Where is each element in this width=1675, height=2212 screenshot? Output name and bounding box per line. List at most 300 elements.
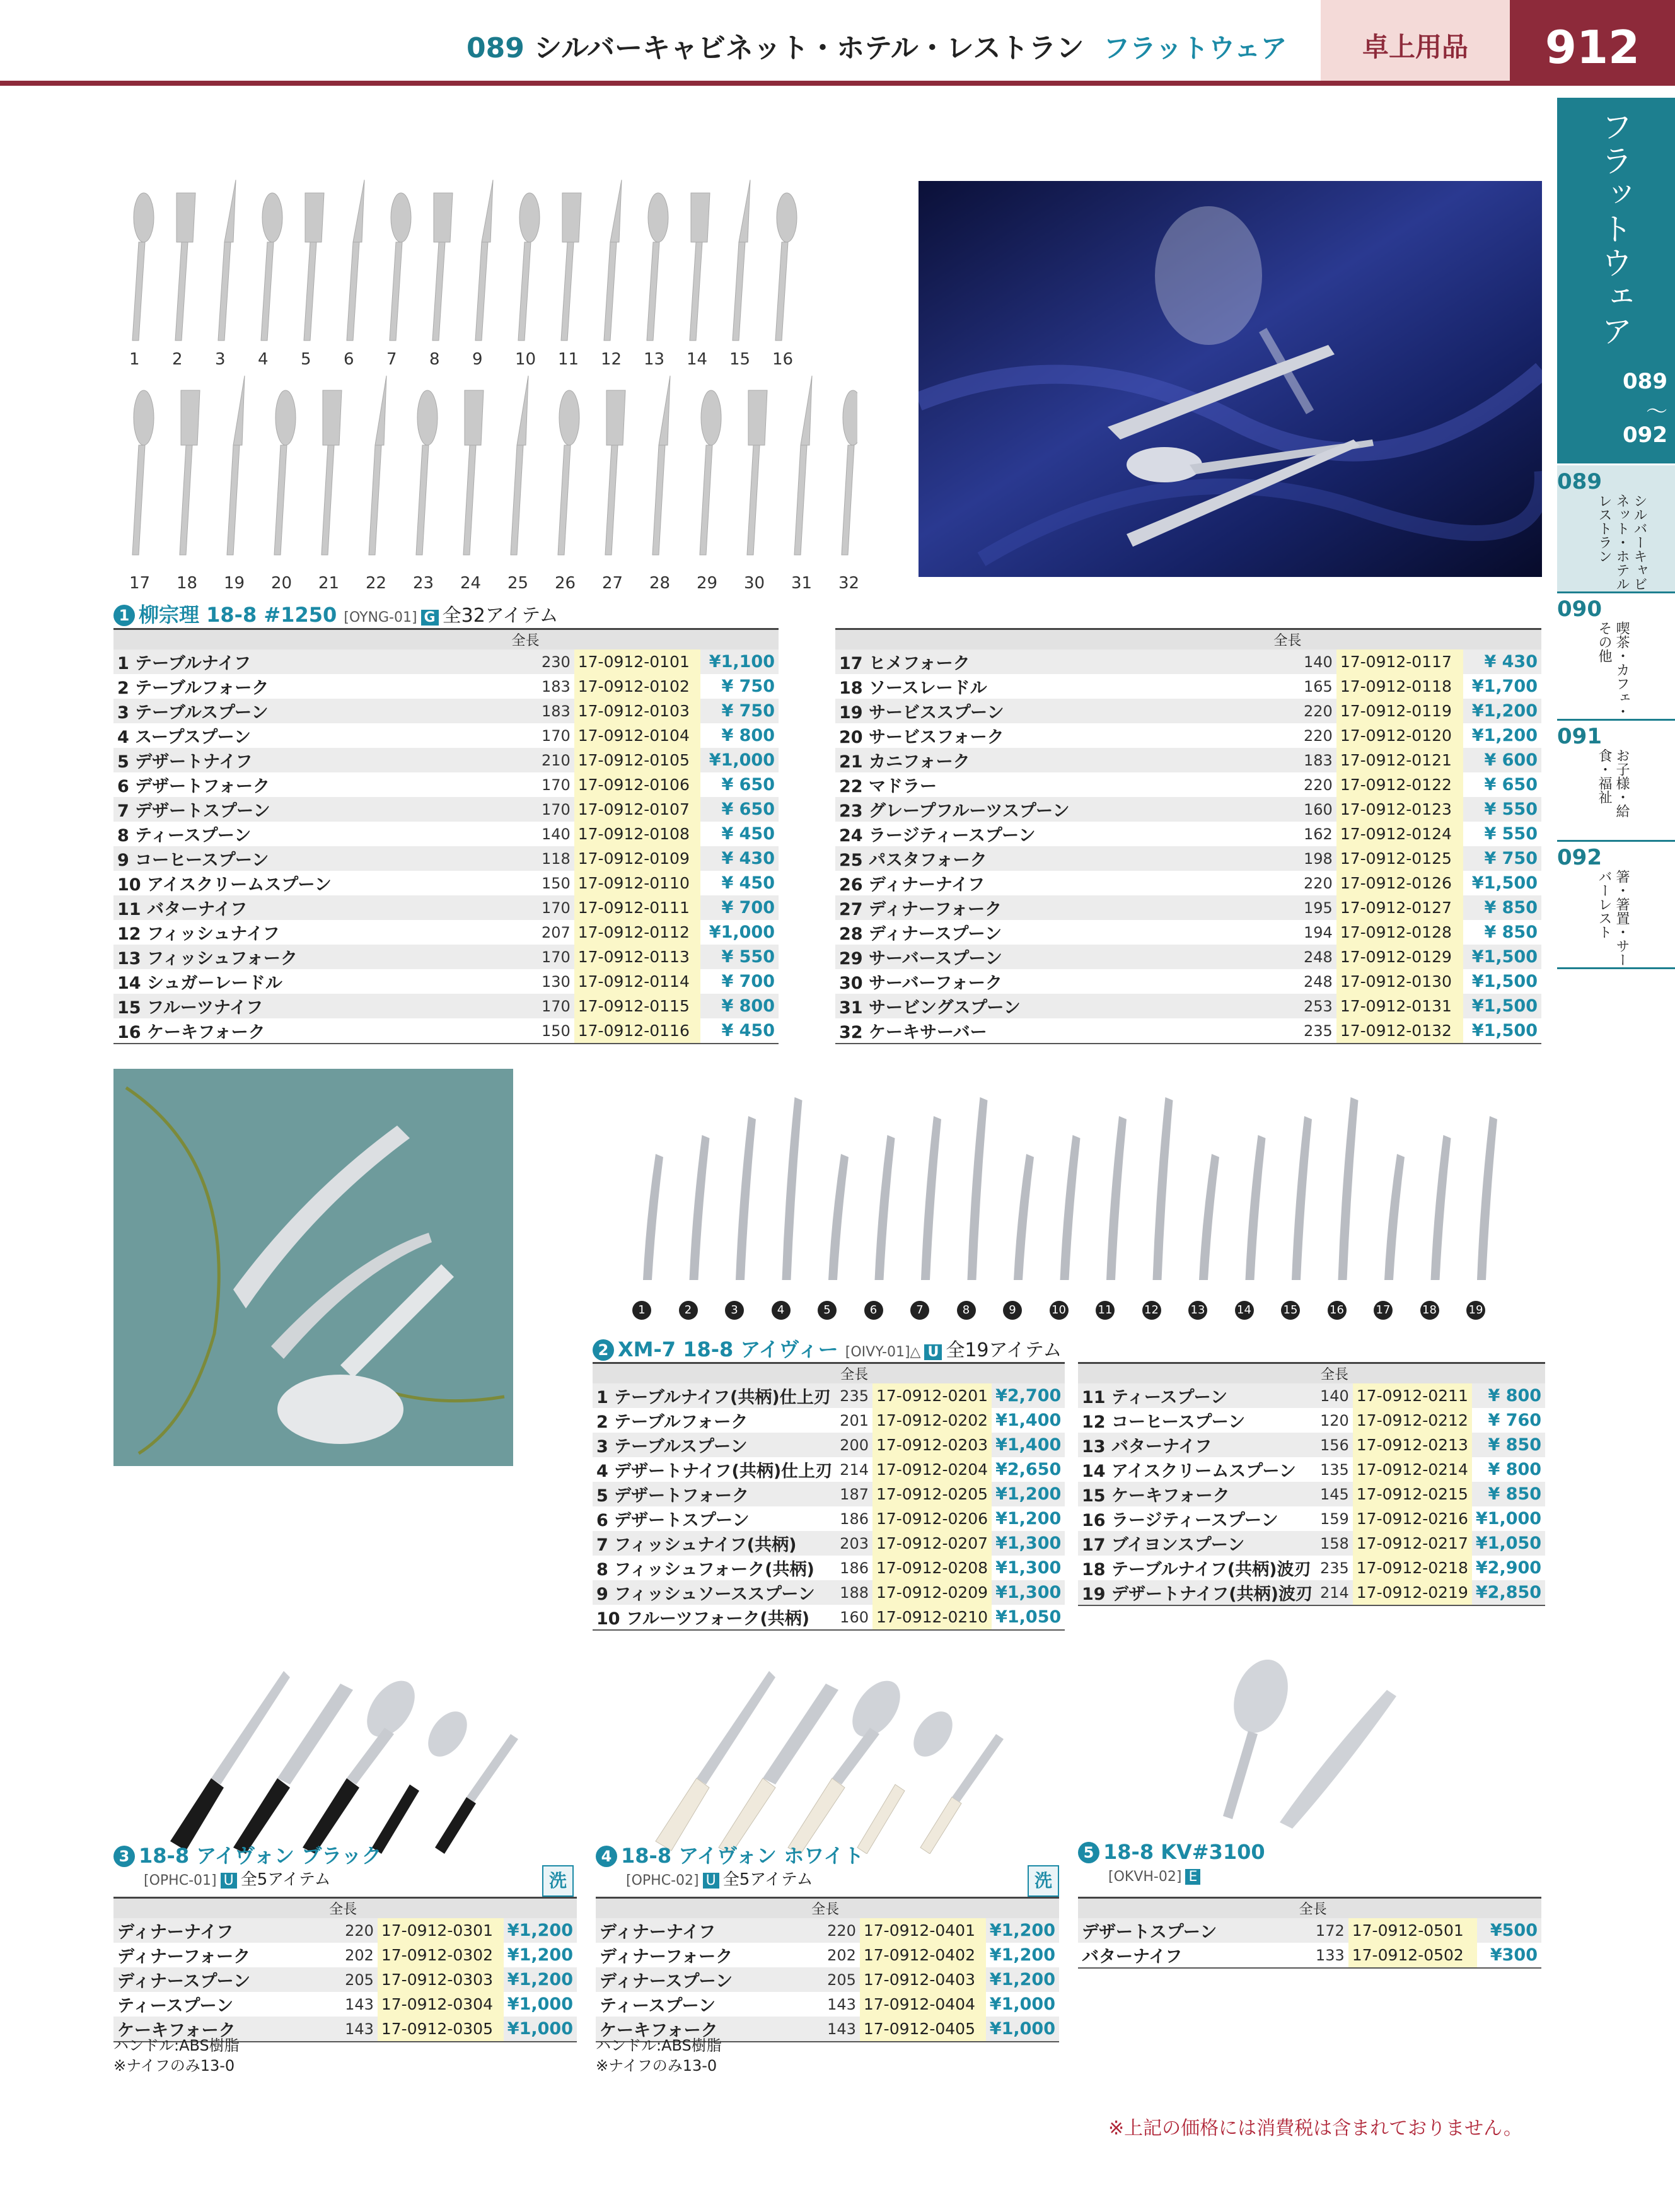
section1-title: [113, 599, 559, 628]
ivy-utensil: [1477, 1116, 1497, 1280]
item-price: ¥ 550: [1484, 824, 1538, 844]
table-row: [1078, 1433, 1545, 1457]
photo-item-number: 19: [1466, 1301, 1485, 1320]
section1-number: 1: [113, 605, 135, 626]
item-code: 17-0912-0401: [860, 1918, 986, 1943]
item-name: ティースプーン: [600, 1996, 716, 2016]
table-row: [593, 1433, 1065, 1457]
item-code: 17-0912-0213: [1353, 1433, 1472, 1457]
utensil-head: [801, 376, 812, 445]
section1-count: 全32アイテム: [442, 605, 559, 627]
item-length: 170: [477, 797, 574, 822]
item-code: 17-0912-0209: [872, 1580, 992, 1605]
item-name: 19 デザートナイフ(共柄)波刃: [1078, 1580, 1316, 1605]
item-price: ¥1,000: [709, 923, 775, 942]
item-length: 220: [1239, 699, 1336, 723]
section3-note-knife: ※ナイフのみ13-0: [113, 2057, 235, 2075]
ivy-utensil: [828, 1154, 849, 1280]
item-length: 210: [477, 748, 574, 772]
header-tab[interactable]: 卓上用品: [1321, 0, 1510, 81]
photo-item-number: 3: [215, 350, 226, 369]
item-length: 120: [1319, 1411, 1349, 1429]
section3-subtitle: [144, 1866, 331, 1890]
item-length: 186: [840, 1510, 869, 1528]
item-price: ¥ 850: [1472, 1433, 1545, 1457]
side-range-sep: ～: [1646, 399, 1667, 424]
table-header-row: [113, 629, 779, 650]
item-code: 17-0912-0217: [1353, 1531, 1472, 1556]
item-price: ¥ 800: [700, 994, 779, 1018]
utensil-handle: [390, 242, 402, 341]
item-name: 19 サービススプーン: [835, 699, 1239, 723]
table-row: [1078, 1383, 1545, 1408]
item-code: 17-0912-0117: [1336, 649, 1463, 674]
item-length: 172: [1277, 1918, 1348, 1943]
item-code: 17-0912-0125: [1336, 846, 1463, 871]
section2-mark: △: [910, 1344, 921, 1360]
table-row: [1078, 1918, 1541, 1943]
item-price: ¥ 800: [721, 726, 775, 745]
ivy-utensil: [1014, 1154, 1034, 1280]
item-name: 6 デザートフォーク: [117, 777, 270, 796]
section4-notes: [596, 2035, 722, 2076]
table-row: [1078, 1943, 1541, 1968]
item-name: 10 フルーツフォーク(共柄): [593, 1605, 836, 1630]
item-length: 140: [541, 825, 571, 843]
photo-item-number: 1: [129, 350, 140, 369]
item-code: 17-0912-0107: [574, 797, 701, 822]
side-range-to: 092: [1623, 422, 1667, 448]
utensil-handle: [261, 242, 274, 341]
item-length: 170: [477, 945, 574, 969]
item-price: ¥ 750: [721, 677, 775, 696]
item-code: 17-0912-0122: [1336, 772, 1463, 797]
utensil-head: [262, 193, 282, 242]
item-price: ¥1,700: [1471, 677, 1538, 696]
item-name: 3 テーブルスプーン: [593, 1433, 836, 1457]
utensil-head: [224, 180, 236, 242]
yanagi-cutlery-photo: [113, 170, 860, 605]
item-name: 14 アイスクリームスプーン: [1082, 1462, 1296, 1481]
item-length: 220: [1304, 776, 1333, 794]
item-price: ¥1,300: [992, 1531, 1065, 1556]
photo-item-number: 11: [1096, 1301, 1115, 1320]
photo-item-number: 16: [772, 350, 794, 369]
header-length: 全長: [308, 1898, 378, 1919]
item-name: 18 テーブルナイフ(共柄)波刃: [1082, 1560, 1311, 1580]
item-code: 17-0912-0114: [574, 969, 701, 994]
header-category-label: シルバーキャビネット・ホテル・レストラン: [534, 32, 1084, 64]
table-row: [835, 772, 1541, 797]
item-name: 24 ラージティースプーン: [839, 826, 1036, 846]
item-length: 159: [1319, 1510, 1349, 1528]
photo-item-number: 17: [1374, 1301, 1393, 1320]
table-row: [1078, 1482, 1545, 1506]
item-name: 10 アイスクリームスプーン: [117, 875, 332, 895]
item-price: ¥1,200: [1463, 699, 1541, 723]
ivy-utensil: [1384, 1154, 1405, 1280]
item-name: 29 サーバースプーン: [835, 945, 1239, 969]
item-code: 17-0912-0405: [860, 2017, 986, 2042]
side-index-num: 092: [1557, 845, 1602, 870]
item-price: ¥ 750: [1463, 846, 1541, 871]
item-name: ディナースプーン: [113, 1967, 308, 1992]
table-row: [593, 1408, 1065, 1433]
item-length: 183: [1239, 748, 1336, 772]
item-length: 230: [477, 649, 574, 674]
item-name: 23 グレープフルーツスプーン: [835, 797, 1239, 822]
utensil-head: [417, 390, 438, 445]
utensil-handle: [842, 445, 854, 555]
side-index-item-091[interactable]: [1557, 720, 1675, 842]
header-name: [113, 629, 477, 650]
item-length: 186: [840, 1559, 869, 1577]
item-length: 202: [827, 1946, 856, 1964]
item-code: 17-0912-0304: [378, 1992, 504, 2017]
section3-notes: [113, 2035, 240, 2076]
header-length: 全長: [477, 629, 574, 650]
utensil-handle: [132, 445, 145, 555]
item-price: ¥ 650: [700, 797, 779, 822]
item-length: 170: [541, 726, 571, 745]
table-header-row: [835, 629, 1541, 650]
item-price: ¥1,200: [995, 1509, 1062, 1528]
item-length: 187: [836, 1482, 872, 1506]
item-length: 160: [836, 1605, 872, 1630]
side-index-item-092[interactable]: [1557, 841, 1675, 969]
kv3100-photo: [1198, 1658, 1425, 1835]
photo-item-number: 15: [1281, 1301, 1300, 1320]
item-length: 143: [791, 2017, 860, 2042]
utensil-handle: [690, 242, 702, 341]
utensil-head: [233, 376, 245, 445]
dishwasher-safe-icon: 洗: [1028, 1865, 1059, 1897]
utensil-handle: [416, 445, 429, 555]
utensil-head: [375, 376, 386, 445]
table-row: [593, 1531, 1065, 1556]
table-row: [835, 920, 1541, 945]
item-price: ¥ 800: [1488, 1460, 1542, 1479]
utensil-head: [648, 193, 668, 242]
ivy-utensil: [1060, 1135, 1081, 1280]
item-code: 17-0912-0113: [574, 945, 701, 969]
ivy-utensil: [1199, 1154, 1219, 1280]
section4-code: [OPHC-02]: [626, 1873, 699, 1889]
item-code: 17-0912-0303: [378, 1967, 504, 1992]
section3-number: 3: [113, 1846, 135, 1867]
item-code: 17-0912-0104: [574, 723, 701, 748]
item-code: 17-0912-0212: [1353, 1408, 1472, 1433]
side-index-desc: 喫茶・カフェ・その他: [1596, 621, 1630, 718]
item-code: 17-0912-0103: [574, 699, 701, 723]
item-code: 17-0912-0124: [1336, 822, 1463, 846]
item-price: ¥300: [1477, 1943, 1541, 1968]
utensil-head: [701, 390, 721, 445]
item-code: 17-0912-0211: [1353, 1383, 1472, 1408]
utensil-head: [610, 180, 622, 242]
table-row: [835, 674, 1541, 699]
photo-item-number: 20: [271, 574, 293, 593]
item-code: 17-0912-0128: [1336, 920, 1463, 945]
utensil-head: [562, 193, 581, 242]
table-row: [593, 1457, 1065, 1482]
item-code: 17-0912-0216: [1353, 1506, 1472, 1531]
item-code: 17-0912-0203: [872, 1433, 992, 1457]
utensil-handle: [518, 242, 531, 341]
item-length: 133: [1277, 1943, 1348, 1968]
table-row: [835, 723, 1541, 748]
item-price: ¥1,000: [989, 1994, 1055, 2014]
utensil-head: [391, 193, 411, 242]
utensil-handle: [227, 445, 240, 555]
side-index-label: フラットウェア: [1596, 110, 1633, 349]
photo-item-number: 6: [344, 350, 354, 369]
item-price: ¥ 650: [1484, 775, 1538, 795]
item-length: 205: [308, 1967, 378, 1992]
utensil-head: [323, 390, 342, 445]
table-header-row: [596, 1898, 1059, 1919]
table-row: [113, 1943, 577, 1967]
header-length: 全長: [1316, 1363, 1353, 1384]
table-row: [113, 649, 779, 674]
item-price: ¥1,000: [1475, 1509, 1542, 1528]
utensil-head: [181, 390, 200, 445]
header-price: [1477, 1898, 1541, 1919]
item-price: ¥1,000: [507, 1994, 573, 2014]
item-code: 17-0912-0119: [1336, 699, 1463, 723]
utensil-handle: [132, 242, 145, 341]
section2-count: 全19アイテム: [946, 1339, 1062, 1361]
photo-item-number: 6: [864, 1301, 883, 1320]
section2-code: [OIVY-01]: [845, 1344, 910, 1360]
header-name: [835, 629, 1239, 650]
item-price: ¥ 700: [700, 895, 779, 920]
utensil-head: [659, 376, 670, 445]
table-row: [835, 871, 1541, 895]
utensil-handle: [432, 242, 445, 341]
photo-item-number: 15: [729, 350, 751, 369]
item-length: 150: [541, 874, 571, 892]
item-price: ¥ 450: [721, 824, 775, 844]
item-name: 16 ラージティースプーン: [1082, 1511, 1278, 1530]
photo-item-number: 17: [129, 574, 151, 593]
section3-table: [113, 1897, 577, 2042]
photo-item-number: 28: [649, 574, 671, 593]
item-code: 17-0912-0102: [574, 674, 701, 699]
table-row: [113, 1992, 577, 2017]
section3-title: [113, 1840, 382, 1869]
utensil-head: [134, 390, 154, 445]
table-row: [835, 748, 1541, 772]
item-code: 17-0912-0202: [872, 1408, 992, 1433]
header-name: [113, 1898, 308, 1919]
item-code: 17-0912-0210: [872, 1605, 992, 1630]
ivy-utensil: [736, 1116, 756, 1280]
photo-item-number: 18: [1420, 1301, 1439, 1320]
item-price: ¥ 850: [1472, 1482, 1545, 1506]
utensil-handle: [647, 242, 659, 341]
item-name: 4 デザートナイフ(共柄)仕上刃: [596, 1462, 833, 1481]
item-length: 140: [1316, 1383, 1353, 1408]
item-length: 214: [840, 1460, 869, 1479]
header-length: 全長: [791, 1898, 860, 1919]
item-code: 17-0912-0112: [574, 920, 701, 945]
photo-item-number: 12: [601, 350, 622, 369]
utensil-handle: [322, 445, 334, 555]
section4-name: 18-8 アイヴォン ホワイト: [621, 1844, 864, 1868]
section4-subtitle: [626, 1866, 813, 1890]
item-code: 17-0912-0208: [872, 1556, 992, 1580]
header-price: [700, 629, 779, 650]
section5-table: [1078, 1897, 1541, 1969]
item-length: 220: [1304, 874, 1333, 892]
ivon-black-photo: [151, 1658, 530, 1854]
dishwasher-safe-icon: 洗: [542, 1865, 574, 1897]
item-price: ¥1,050: [992, 1605, 1065, 1630]
item-name: 1 テーブルナイフ: [113, 649, 477, 674]
ivy-utensil: [1338, 1097, 1359, 1280]
item-price: ¥1,300: [992, 1580, 1065, 1605]
table-row: [593, 1605, 1065, 1630]
table-row: [835, 994, 1541, 1018]
header-price: [1472, 1363, 1545, 1384]
utensil-handle: [605, 445, 618, 555]
item-name: 28 ディナースプーン: [839, 924, 1002, 944]
side-index-item-089[interactable]: [1557, 465, 1675, 593]
table-row: [113, 748, 779, 772]
section3-count: 全5アイテム: [240, 1870, 331, 1889]
item-code: 17-0912-0204: [872, 1457, 992, 1482]
utensil-handle: [180, 445, 192, 555]
item-price: ¥1,500: [1463, 1018, 1541, 1044]
item-length: 160: [1239, 797, 1336, 822]
table-row: [593, 1506, 1065, 1531]
item-code: 17-0912-0118: [1336, 674, 1463, 699]
side-index-main[interactable]: [1557, 98, 1675, 463]
item-code: 17-0912-0205: [872, 1482, 992, 1506]
photo-item-number: 12: [1142, 1301, 1161, 1320]
item-name: 3 テーブルスプーン: [113, 699, 477, 723]
item-code: 17-0912-0130: [1336, 969, 1463, 994]
item-name: 11 ティースプーン: [1078, 1383, 1316, 1408]
item-price: ¥ 850: [1484, 923, 1538, 942]
table-header-row: [593, 1363, 1065, 1384]
section2-name: XM-7 18-8 アイヴィー: [618, 1337, 838, 1361]
item-length: 170: [541, 776, 571, 794]
item-price: ¥ 600: [1463, 748, 1541, 772]
section5-title: [1078, 1840, 1265, 1864]
item-name: 5 デザートフォーク: [593, 1482, 836, 1506]
header-length: 全長: [836, 1363, 872, 1384]
item-name: 22 マドラー: [839, 777, 937, 796]
utensil-head: [482, 180, 493, 242]
item-price: ¥1,500: [1471, 873, 1538, 893]
side-index-desc: 箸・箸置・サーバーレスト: [1596, 870, 1630, 967]
item-length: 143: [827, 1995, 856, 2013]
item-name: ディナーフォーク: [117, 1947, 251, 1967]
item-name: 15 ケーキフォーク: [1078, 1482, 1316, 1506]
item-name: 7 デザートスプーン: [113, 797, 477, 822]
table-row: [113, 895, 779, 920]
item-length: 183: [541, 677, 571, 696]
item-name: ティースプーン: [117, 1996, 234, 2016]
utensil-head: [739, 180, 750, 242]
utensil-handle: [511, 445, 523, 555]
item-code: 17-0912-0219: [1353, 1580, 1472, 1605]
item-price: ¥1,000: [504, 2017, 577, 2042]
table-row: [835, 699, 1541, 723]
item-price: ¥1,300: [995, 1558, 1062, 1578]
table-row: [593, 1383, 1065, 1408]
section5-subtitle: [1108, 1866, 1204, 1885]
ivon-white-photo: [637, 1658, 1015, 1854]
item-price: ¥1,200: [986, 1918, 1059, 1943]
table-row: [113, 699, 779, 723]
item-length: 195: [1239, 895, 1336, 920]
utensil-head: [305, 193, 324, 242]
item-length: 198: [1239, 846, 1336, 871]
item-name: 18 ソースレードル: [839, 678, 987, 698]
side-index-num: 090: [1557, 597, 1602, 622]
item-length: 188: [836, 1580, 872, 1605]
table-header-row: [1078, 1363, 1545, 1384]
photo-item-number: 7: [910, 1301, 929, 1320]
utensil-handle: [218, 242, 231, 341]
utensil-handle: [561, 242, 574, 341]
table-header-row: [113, 1898, 577, 1919]
item-price: ¥ 750: [700, 699, 779, 723]
table-row: [113, 797, 779, 822]
table-row: [1078, 1556, 1545, 1580]
section3-note-handle: ハンドル:ABS樹脂: [113, 2037, 240, 2054]
header-code: [574, 629, 701, 650]
section1-table-right: [835, 628, 1541, 1044]
photo-item-number: 8: [429, 350, 440, 369]
ivy-utensil: [875, 1135, 895, 1280]
item-length: 235: [1239, 1018, 1336, 1044]
section4-note-knife: ※ナイフのみ13-0: [596, 2057, 717, 2075]
header-price: [992, 1363, 1065, 1384]
item-name: 31 サービングスプーン: [835, 994, 1239, 1018]
item-length: 118: [477, 846, 574, 871]
photo-item-number: 8: [957, 1301, 976, 1320]
table-row: [1078, 1531, 1545, 1556]
item-length: 162: [1304, 825, 1333, 843]
photo-item-number: 3: [725, 1301, 744, 1320]
utensil-handle: [463, 445, 476, 555]
item-name: 4 スープスプーン: [117, 728, 252, 747]
utensil-head: [843, 390, 857, 445]
table-row: [596, 1943, 1059, 1967]
photo-item-number: 21: [318, 574, 340, 593]
item-length: 165: [1304, 677, 1333, 696]
utensil-head: [691, 193, 710, 242]
utensil-head: [434, 193, 453, 242]
table-row: [1078, 1408, 1545, 1433]
table-setting-photo: [919, 181, 1542, 577]
item-code: 17-0912-0301: [378, 1918, 504, 1943]
ivy-utensil: [1292, 1116, 1312, 1280]
item-name: 17 ヒメフォーク: [835, 649, 1239, 674]
ivy-utensil: [1153, 1097, 1173, 1280]
item-name: ディナースプーン: [596, 1967, 791, 1992]
utensil-head: [517, 376, 528, 445]
item-name: 2 テーブルフォーク: [596, 1412, 748, 1432]
side-index-item-090[interactable]: [1557, 593, 1675, 721]
header-subcategory: フラットウェア: [1103, 33, 1287, 64]
header-name: [1078, 1898, 1277, 1919]
item-code: 17-0912-0105: [574, 748, 701, 772]
